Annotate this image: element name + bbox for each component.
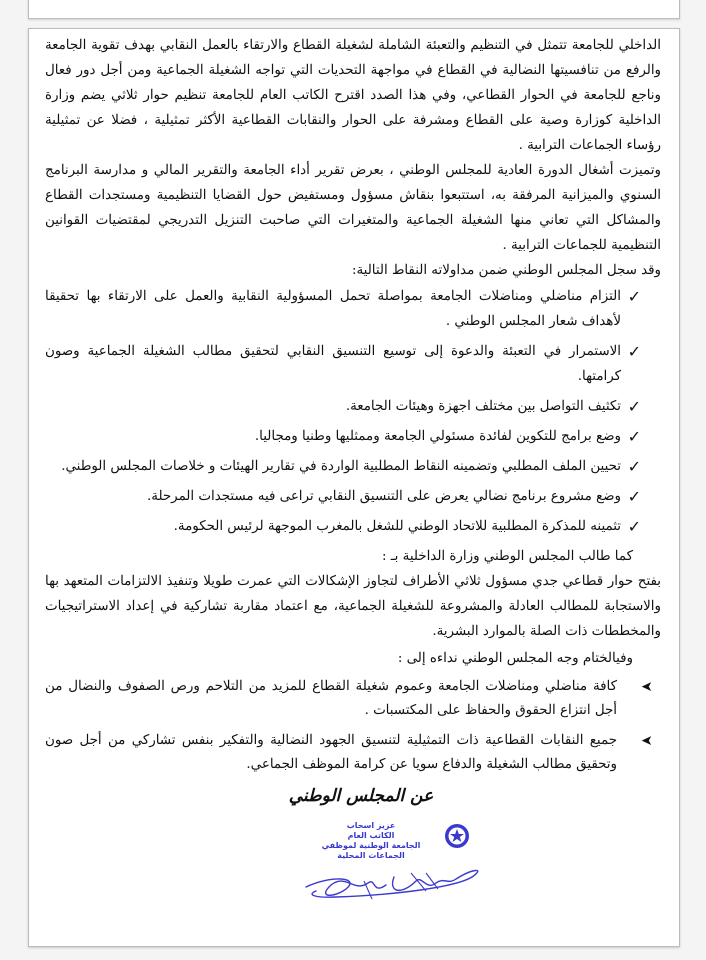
council-points-list: [45, 284, 661, 539]
stamp-text: [304, 821, 438, 861]
arrow-bullet-icon: ➤: [641, 733, 653, 749]
council-point: [45, 284, 641, 334]
council-point-text: تكثيف التواصل بين مختلف اجهزة وهيئات الجامعة.: [345, 399, 621, 414]
checkmark-icon: ✓: [627, 517, 641, 536]
checkmark-icon: ✓: [627, 457, 641, 476]
council-point-text: وضع برامج للتكوين لفائدة مسئولي الجامعة وممثليها وطنيا ومجاليا.: [254, 429, 621, 444]
stamp-line: عزيز اسحاب: [346, 821, 396, 830]
document-body: [45, 33, 661, 903]
council-point: [45, 454, 641, 479]
arrow-bullet-icon: ➤: [641, 679, 653, 695]
closing-intro: وفيالختام وجه المجلس الوطني نداءه إلى :: [397, 651, 633, 666]
previous-page-edge: [28, 0, 680, 19]
appeal-item: [45, 675, 661, 723]
stamp-line: الجماعات المحلية: [337, 851, 405, 860]
intro-paragraph-1: الداخلي للجامعة تتمثل في التنظيم والتعبئة الشاملة لشغيلة القطاع والارتقاء بالعمل النقابي بهدف تقوية الجامعة والرفع من تنافسيتها النضالية في القطاع في مواجهة التحديات التي تواجه الشغيلة الجماعية ومن أجل دور فعال وناجع للجامعة في الحوار القطاعي، وفي هذا الصدد اقترح الكاتب العام للجامعة تنظيم حوار ثلاثي يضم وزارة الداخلية كوزارة وصية على القطاع ومشرفة على الحوار والنقابات القطاعية الأكثر تمثيلية ، فضلا عن تمثيلية رؤساء الجماعات الترابية .: [45, 38, 661, 153]
checkmark-icon: ✓: [627, 287, 641, 306]
checkmark-icon: ✓: [627, 427, 641, 446]
council-point-text: وضع مشروع برنامج نضالي يعرض على التنسيق النقابي تراعى فيه مستجدات المرحلة.: [147, 489, 621, 504]
council-point-text: الاستمرار في التعبئة والدعوة إلى توسيع التنسيق النقابي لتحقيق مطالب الشغيلة الجماعية وصون كرامتها.: [45, 344, 621, 384]
appeal-list: [45, 675, 661, 777]
checkmark-icon: ✓: [627, 342, 641, 361]
official-stamp: [276, 817, 481, 903]
checkmark-icon: ✓: [627, 397, 641, 416]
demand-intro: كما طالب المجلس الوطني وزارة الداخلية بـ :: [381, 549, 633, 564]
appeal-text: كافة مناضلي ومناضلات الجامعة وعموم شغيلة القطاع للمزيد من التلاحم ورص الصفوف والنضال من أجل انتزاع الحقوق والحفاظ على المكتسبات .: [45, 679, 617, 718]
appeal-text: جميع النقابات القطاعية ذات التمثيلية لتنسيق الجهود النضالية والتفكير بنفس تشاركي من أجل صون وتحقيق مطالب الشغيلة والدفاع سويا عن كرامة الموظف الجماعي.: [45, 733, 617, 772]
council-point: [45, 424, 641, 449]
appeal-item: [45, 729, 661, 777]
signature: [276, 861, 481, 903]
council-point: [45, 394, 641, 419]
council-point-text: تحيين الملف المطلبي وتضمينه النقاط المطلبية الواردة في تقارير الهيئات و خلاصات المجلس الوطني.: [61, 459, 621, 474]
council-point: [45, 339, 641, 389]
council-point: [45, 484, 641, 509]
council-point-text: التزام مناضلي ومناضلات الجامعة بمواصلة تحمل المسؤولية النقابية والعمل على الارتقاء بها تحقيقا لأهداف شعار المجلس الوطني .: [45, 289, 621, 329]
stamp-line: الجامعة الوطنية لموظفي: [321, 841, 421, 850]
intro-paragraph-2: وتميزت أشغال الدورة العادية للمجلس الوطني ، بعرض تقرير أداء الجامعة والتقرير المالي و مدارسة البرنامج السنوي والميزانية المرفقة به، استتبعوا بنقاش مسؤول ومستفيض حول القضايا التنظيمية ومستجدات القطاع والمشاكل التي تعاني منها الشغيلة الجماعية والمتغيرات التي صاحبت التنزيل التدريجي لمقتضيات القوانين التنظيمية للجماعات الترابية .: [45, 163, 661, 253]
union-logo-icon: [444, 823, 470, 849]
council-point-text: تثمينه للمذكرة المطلبية للاتحاد الوطني للشغل بالمغرب الموجهة لرئيس الحكومة.: [173, 519, 621, 534]
checkmark-icon: ✓: [627, 487, 641, 506]
council-point: [45, 514, 641, 539]
points-intro: وقد سجل المجلس الوطني ضمن مداولاته النقاط التالية:: [351, 263, 661, 278]
document-page: [28, 28, 680, 947]
stamp-line: الكاتب العام: [347, 831, 395, 840]
signoff: عن المجلس الوطني: [288, 786, 434, 806]
demand-text: بفتح حوار قطاعي جدي مسؤول ثلاثي الأطراف لتجاوز الإشكالات التي عمرت طويلا وتنفيذ الالتزامات المتعهد بها والاستجابة للمطالب العادلة والمشروعة للشغيلة الجماعية، مع اعتماد مقاربة تشاركية في إعداد الاستراتيجيات والمخططات ذات الصلة بالموارد البشرية.: [45, 574, 661, 639]
